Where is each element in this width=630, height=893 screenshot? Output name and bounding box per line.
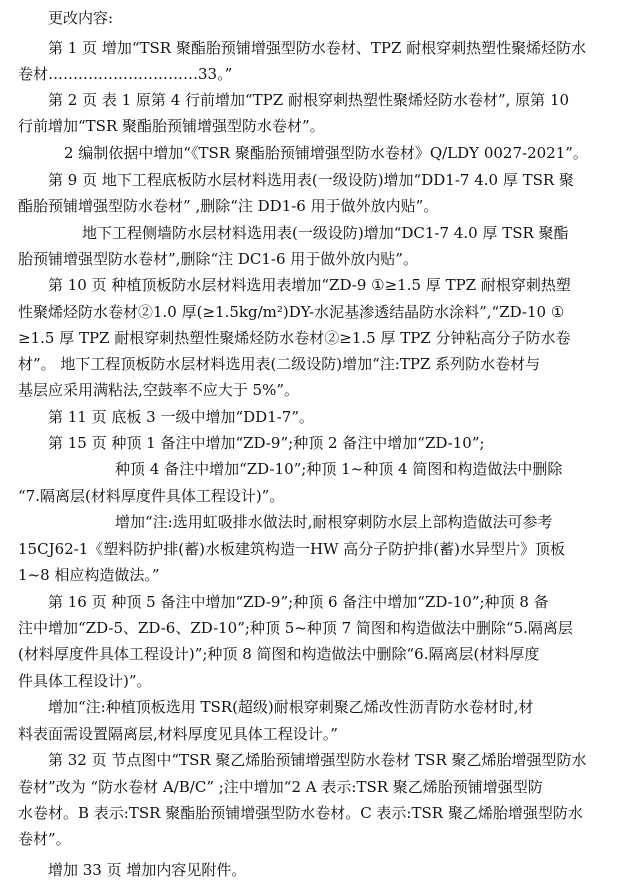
text-line: 第 10 页 种植顶板防水层材料选用表增加“ZD-9 ①≥1.5 厚 TPZ 耐根穿刺热塑 [48,276,571,294]
text-line: “7.隔离层(材料厚度件具体工程设计)”。 [18,487,285,505]
text-line: 卷材”。 [18,830,71,848]
text-line: 卷材”改为 “防水卷材 A/B/C” ;注中增加“2 A 表示:TSR 聚乙烯胎预铺增强型防 [18,778,543,796]
text-line: 料表面需设置隔离层,材料厚度见具体工程设计。” [18,725,338,743]
text-line: 注中增加“ZD-5、ZD-6、ZD-10”;种顶 5~种顶 7 简图和构造做法中删除“5.隔离层 [18,619,573,637]
text-line: 性聚烯烃防水卷材②1.0 厚(≥1.5kg/m²)DY-水泥基渗透结晶防水涂料”,“ZD-10 ① [18,303,565,321]
text-line: 水卷材。B 表示:TSR 聚酯胎预铺增强型防水卷材。C 表示:TSR 聚乙烯胎增强型防水 [18,804,583,822]
text-line: 第 15 页 种顶 1 备注中增加“ZD-9”;种顶 2 备注中增加“ZD-10”; [48,434,485,452]
text-line: 材”。 地下工程顶板防水层材料选用表(二级设防)增加“注:TPZ 系列防水卷材与 [18,355,541,373]
text-line: 增加“注:种植顶板选用 TSR(超级)耐根穿刺聚乙烯改性沥青防水卷材时,材 [48,698,534,716]
text-line: ≥1.5 厚 TPZ 耐根穿刺热塑性聚烯烃防水卷材②≥1.5 厚 TPZ 分钟粘高分子防水卷 [18,329,571,347]
text-line: 第 1 页 增加“TSR 聚酯胎预铺增强型防水卷材、TPZ 耐根穿刺热塑性聚烯烃防水 [48,39,587,57]
text-line: 增加“注:选用虹吸排水做法时,耐根穿刺防水层上部构造做法可参考 [115,513,553,531]
text-line: 增加 33 页 增加内容见附件。 [48,861,247,879]
text-line: 2 编制依据中增加“《TSR 聚酯胎预铺增强型防水卷材》Q/LDY 0027-2021”。 [64,144,588,162]
text-line: 第 11 页 底板 3 一级中增加“DD1-7”。 [48,408,315,426]
text-line: 15CJ62-1《塑料防护排(蓄)水板建筑构造一HW 高分子防护排(蓄)水异型片》顶板 [18,540,565,558]
text-line: 基层应采用满粘法,空鼓率不应大于 5%”。 [18,381,300,399]
text-line: 第 9 页 地下工程底板防水层材料选用表(一级设防)增加“DD1-7 4.0 厚 TSR 聚 [48,171,574,189]
text-line: 第 16 页 种顶 5 备注中增加“ZD-9”;种顶 6 备注中增加“ZD-10”;种顶 8 备 [48,593,549,611]
text-line: 种顶 4 备注中增加“ZD-10”;种顶 1~种顶 4 简图和构造做法中删除 [115,460,563,478]
text-line: 第 2 页 表 1 原第 4 行前增加“TPZ 耐根穿刺热塑性聚烯烃防水卷材”, 原第 10 [48,91,570,109]
text-line: 第 32 页 节点图中“TSR 聚乙烯胎预铺增强型防水卷材 TSR 聚乙烯胎增强型防水 [48,751,587,769]
text-line: 行前增加“TSR 聚酯胎预铺增强型防水卷材”。 [18,117,325,135]
text-line: 酯胎预铺增强型防水卷材” ,删除“注 DD1-6 用于做外放内贴”。 [18,197,439,215]
heading: 更改内容: [48,9,114,27]
text-line: (材料厚度件具体工程设计)”;种顶 8 简图和构造做法中删除“6.隔离层(材料厚度 [18,645,540,663]
text-line: 1~8 相应构造做法。” [18,566,160,584]
text-line: 卷材…………………………33。” [18,65,233,83]
text-line: 件具体工程设计)”。 [18,672,152,690]
text-line: 胎预铺增强型防水卷材”,删除“注 DC1-6 用于做外放内贴”。 [18,250,418,268]
text-line: 地下工程侧墙防水层材料选用表(一级设防)增加“DC1-7 4.0 厚 TSR 聚酯 [82,224,569,242]
